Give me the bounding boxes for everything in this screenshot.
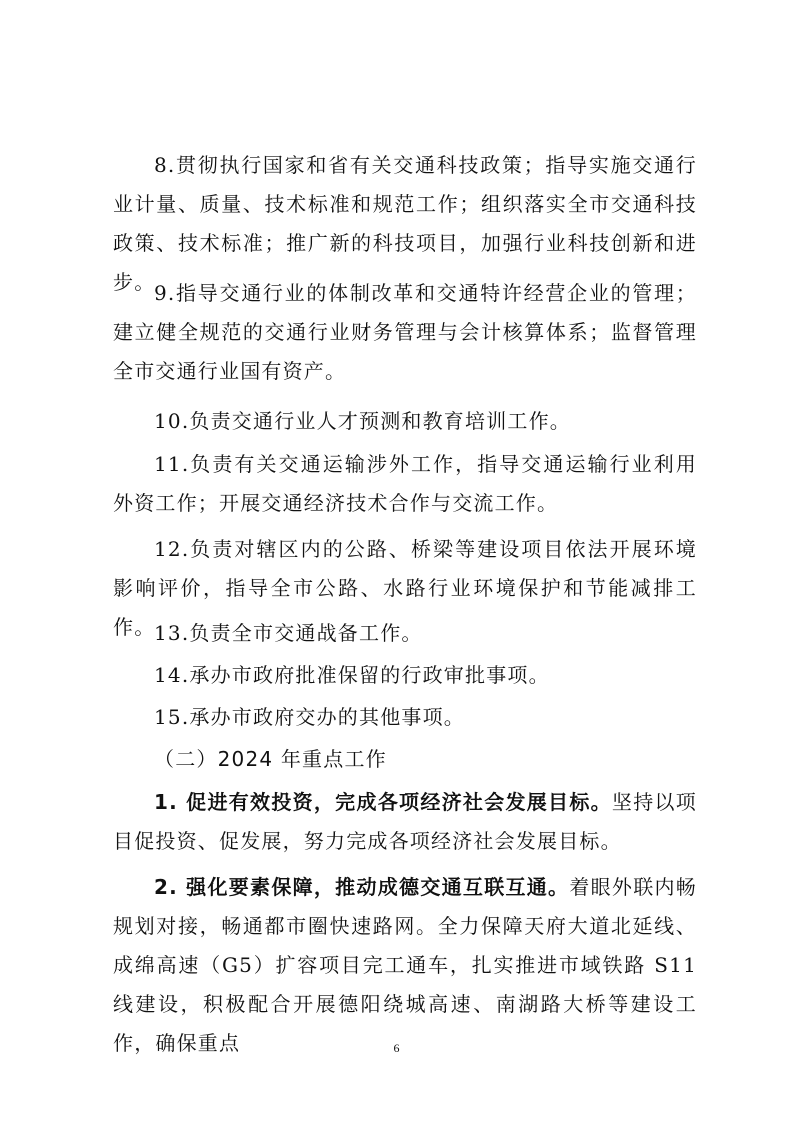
- work-item-1: [113, 783, 697, 861]
- duty-item-12: 12.负责对辖区内的公路、桥梁等建设项目依法开展环境影响评价，指导全市公路、水路行业环境保护和节能减排工作。: [113, 537, 697, 639]
- duty-item-11: 11.负责有关交通运输涉外工作，指导交通运输行业利用外资工作；开展交通经济技术合作与交流工作。: [113, 452, 697, 515]
- duty-item-10: 10.负责交通行业人才预测和教育培训工作。: [154, 409, 572, 433]
- work-item-2: [113, 868, 697, 1063]
- duty-item-14: 14.承办市政府批准保留的行政审批事项。: [154, 663, 550, 687]
- duty-item-9: 9.指导交通行业的体制改革和交通特许经营企业的管理；建立健全规范的交通行业财务管理与会计核算体系；监督管理全市交通行业国有资产。: [113, 281, 697, 383]
- duty-item-15: 15.承办市政府交办的其他事项。: [154, 705, 466, 729]
- duty-item-13: 13.负责全市交通战备工作。: [154, 621, 423, 645]
- duty-item-8: 8.贯彻执行国家和省有关交通科技政策；指导实施交通行业计量、质量、技术标准和规范工作；组织落实全市交通科技政策、技术标准；推广新的科技项目，加强行业科技创新和进步。: [113, 153, 697, 294]
- work-item-1-title: 1. 促进有效投资，完成各项经济社会发展目标。: [154, 790, 612, 814]
- page-number: 6: [393, 1041, 400, 1055]
- work-item-2-body: 着眼外联内畅规划对接，畅通都市圈快速路网。全力保障天府大道北延线、成绵高速（G5）扩容项目完工通车，扎实推进市域铁路 S11 线建设，积极配合开展德阳绕城高速、南湖路大桥等建设工作，确保重点: [113, 875, 697, 1055]
- work-item-1-body: 坚持以项目促投资、促发展，努力完成各项经济社会发展目标。: [113, 790, 697, 853]
- section-heading: （二）2024 年重点工作: [154, 747, 387, 771]
- work-item-2-title: 2. 强化要素保障，推动成德交通互联互通。: [154, 875, 570, 899]
